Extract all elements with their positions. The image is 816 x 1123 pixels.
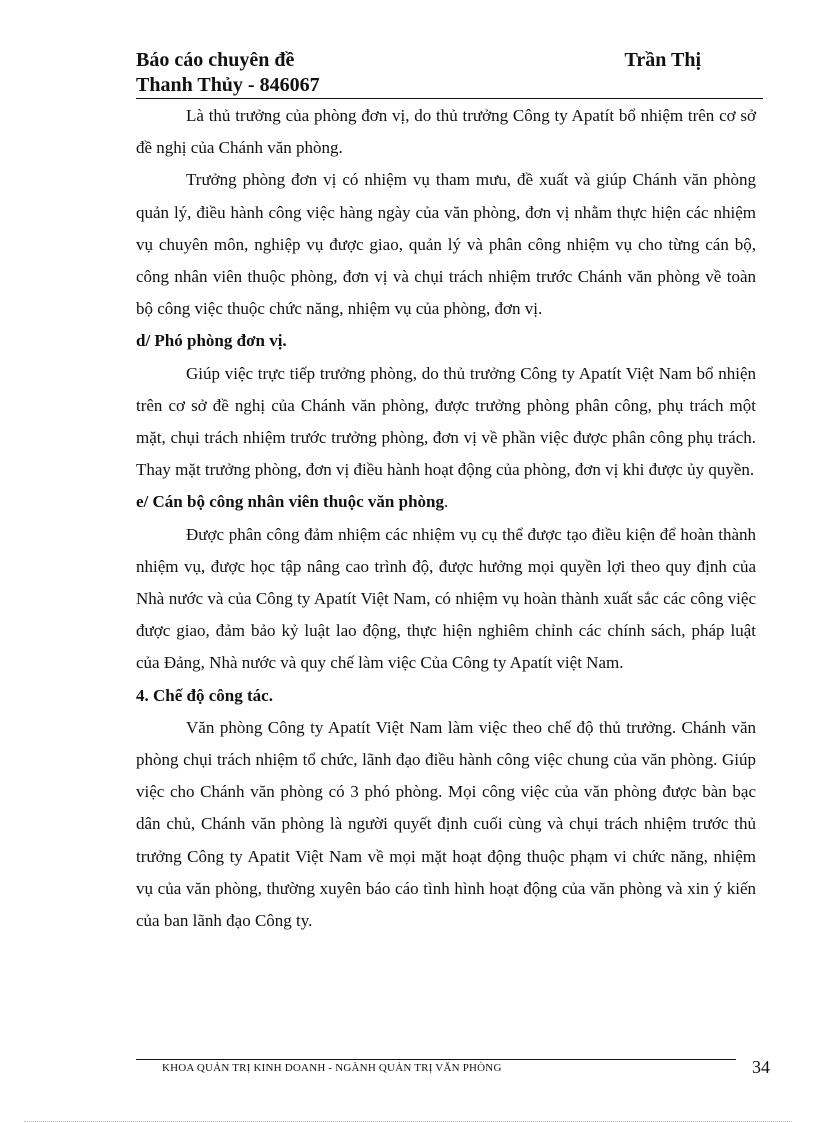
paragraph-3: Giúp việc trực tiếp trưởng phòng, do thủ trưởng Công ty Apatít Việt Nam bổ nhiện trên cơ sở đề nghị của Chánh văn phòng, được trưởng phòng phân công, phụ trách một mặt, chụi trách nhiệm trước trưởng phòng, đơn vị về phần việc được phân công phụ trách. Thay mặt trưởng phòng, đơn vị điều hành hoạt động của phòng, đơn vị khi được ủy quyền. <box>136 363 756 480</box>
paragraph-1: Là thủ trưởng của phòng đơn vị, do thủ trưởng Công ty Apatít bổ nhiệm trên cơ sở đề nghị của Chánh văn phòng. <box>136 106 756 158</box>
heading-e <box>136 486 756 518</box>
page-bottom-dotted-line <box>24 1121 792 1122</box>
author-rest: Thanh Thủy - 846067 <box>136 74 320 96</box>
heading-d: d/ Phó phòng đơn vị. <box>136 331 287 351</box>
heading-e-tail: . <box>443 492 449 512</box>
page-number: 34 <box>752 1057 770 1077</box>
paragraph-4: Được phân công đảm nhiệm các nhiệm vụ cụ thể được tạo điều kiện để hoàn thành nhiệm vụ, được học tập nâng cao trình độ, được hưởng mọi quyền lợi theo quy định của Nhà nước và của Công ty Apatít Việt Nam, có nhiệm vụ hoàn thành xuất sắc các công việc được giao, đảm bảo kỷ luật lao động, thực hiện nghiêm chỉnh các chính sách, pháp luật của Đảng, Nhà nước và quy chế làm việc Của Công ty Apatít việt Nam. <box>136 524 756 673</box>
page-header <box>136 48 763 98</box>
page-body <box>136 100 756 937</box>
paragraph-2: Trưởng phòng đơn vị có nhiệm vụ tham mưu, đề xuất và giúp Chánh văn phòng quản lý, điều hành công việc hàng ngày của văn phòng, đơn vị nhằm thực hiện các nhiệm vụ chuyên môn, nghiệp vụ được giao, quản lý và phân công nhiệm vụ cho từng cán bộ, công nhân viên thuộc phòng, đơn vị và chụi trách nhiệm trước Chánh văn phòng về toàn bộ công việc thuộc chức năng, nhiệm vụ của phòng, đơn vị. <box>136 170 756 319</box>
report-title: Báo cáo chuyên đề <box>136 49 295 71</box>
footer-text: KHOA QUẢN TRỊ KINH DOANH - NGÀNH QUẢN TRỊ VĂN PHÒNG <box>162 1062 502 1074</box>
header-row-1 <box>136 48 763 73</box>
footer-rule <box>136 1059 736 1060</box>
paragraph-5: Văn phòng Công ty Apatít Việt Nam làm việc theo chế độ thủ trưởng. Chánh văn phòng chụi trách nhiệm tổ chức, lãnh đạo điều hành công việc chung của văn phòng. Giúp việc cho Chánh văn phòng có 3 phó phòng. Mọi công việc của văn phòng được bàn bạc dân chủ, Chánh văn phòng là người quyết định cuối cùng và chụi trách nhiệm trước thủ trưởng Công ty Apatit Việt Nam về mọi mặt hoạt động thuộc phạm vi chức năng, nhiệm vụ của văn phòng, thường xuyên báo cáo tình hình hoạt động của văn phòng và xin ý kiến của ban lãnh đạo Công ty. <box>136 717 756 931</box>
author-first: Trần Thị <box>624 49 701 71</box>
heading-4: 4. Chế độ công tác. <box>136 685 273 705</box>
header-rule <box>136 98 763 99</box>
heading-e-text: e/ Cán bộ công nhân viên thuộc văn phòng <box>136 492 444 512</box>
